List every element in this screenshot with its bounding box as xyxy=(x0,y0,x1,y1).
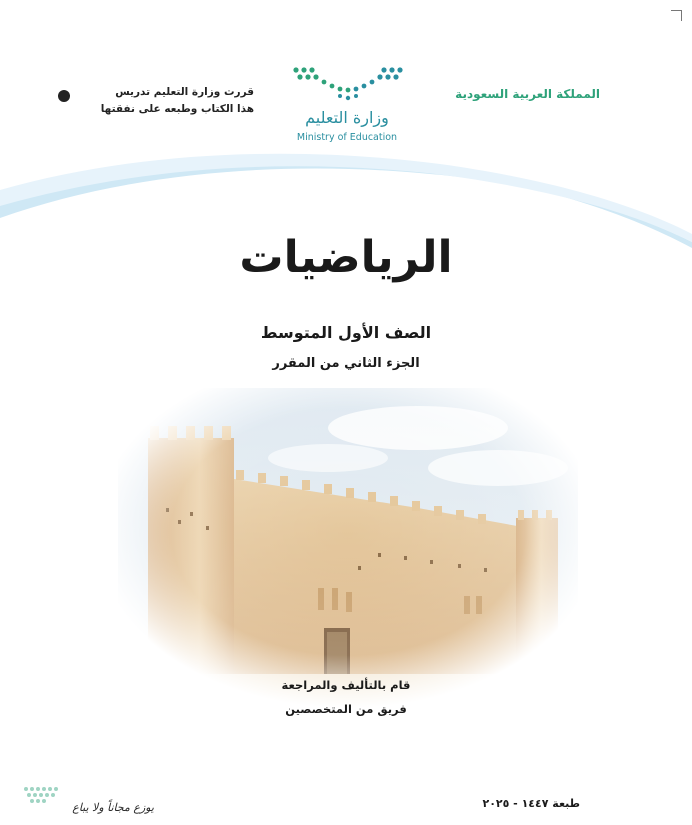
distribution-text: يوزع مجاناً ولا يباع xyxy=(72,801,154,814)
approval-line: هذا الكتاب وطبعه على نفقتها xyxy=(100,103,254,115)
part-label: الجزء الثاني من المقرر xyxy=(272,356,420,371)
edition-label: طبعة ١٤٤٧ - ٢٠٢٥ xyxy=(482,797,580,810)
free-distribution-logo xyxy=(22,785,152,819)
credits xyxy=(0,673,692,721)
book-title: الرياضيات xyxy=(239,232,453,283)
approval-statement xyxy=(74,84,254,118)
grade-label: الصف الأول المتوسط xyxy=(260,323,432,342)
credits-line: قام بالتأليف والمراجعة xyxy=(281,678,411,692)
ministry-name-english: Ministry of Education xyxy=(296,132,398,143)
crop-mark xyxy=(671,10,682,21)
credits-line: فريق من المتخصصين xyxy=(285,702,407,716)
masmak-fort-illustration xyxy=(118,388,578,708)
approval-line: قررت وزارة التعليم تدريس xyxy=(115,86,254,98)
ministry-name-arabic: وزارة التعليم xyxy=(305,108,389,127)
bullet-dot xyxy=(58,90,70,102)
ministry-logo xyxy=(282,62,412,150)
ministry-dots-icon xyxy=(282,62,412,106)
kingdom-label: المملكة العربية السعودية xyxy=(455,87,600,101)
